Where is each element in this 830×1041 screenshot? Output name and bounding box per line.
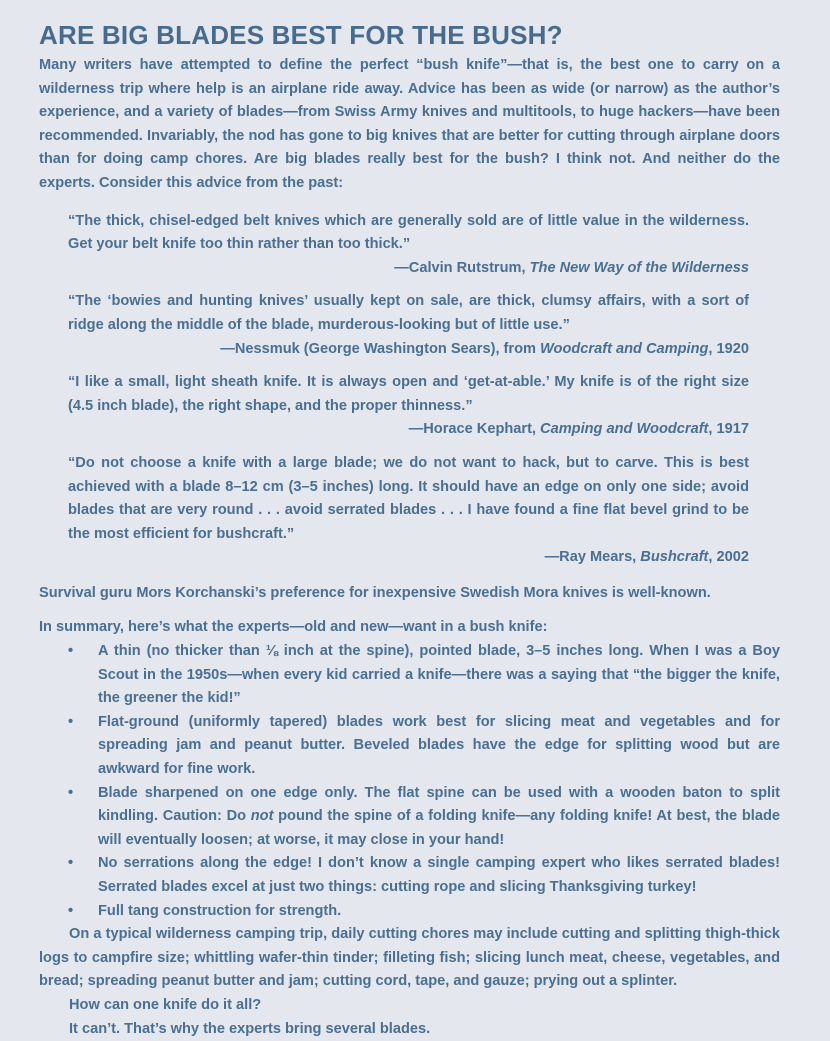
quote-author: —Nessmuk (George Washington Sears), from [220, 340, 541, 357]
list-item-text-tail: pound the spine of a folding knife—any folding knife! At best, the blade will eventually loosen; at worse, it may close in your hand! [98, 808, 780, 848]
page-title: ARE BIG BLADES BEST FOR THE BUSH? [39, 20, 563, 50]
quote-author: —Calvin Rutstrum, [394, 259, 530, 276]
bullet-icon: • [68, 713, 74, 730]
list-item-text: A thin (no thicker than ⅛ inch at the spine), pointed blade, 3–5 inches long. When I was a Boy Scout in the 1950s—when every kid carried a knife—there was a saying that “the bigger the knife, the greener the kid!” [98, 643, 780, 707]
list-item-emphasis: not [250, 808, 274, 825]
quote-year: , 2002 [708, 549, 749, 566]
list-item-text: Flat-ground (uniformly tapered) blades work best for slicing meat and vegetables and for spreading jam and peanut butter. Beveled blades have the edge for splitting wood but are awkward for fine work. [98, 713, 780, 778]
closing-question: How can one knife do it all? [69, 996, 262, 1013]
quote [68, 210, 749, 281]
quote-text: “I like a small, light sheath knife. It is always open and ‘get-at-able.’ My knife is of the right size (4.5 inch blade), the right shape, and the proper thinness.” [68, 374, 749, 414]
bullet-icon: • [68, 643, 74, 660]
quote-text: “The thick, chisel-edged belt knives which are generally sold are of little value in the wilderness. Get your belt knife too thin rather than too thick.” [68, 212, 749, 253]
intro-paragraph: Many writers have attempted to define the perfect “bush knife”—that is, the best one to carry on a wilderness trip where help is an airplane ride away. Advice has been as wide (or narrow) as the author’s experience, and a variety of blades—from Swiss Army knives and multitools, to huge hackers—have been recommended. Invariably, the nod has gone to big knives that are better for cutting through airplane doors than for doing camp chores. Are big blades really best for the bush? I think not. And neither do the experts. Consider this advice from the past: [39, 57, 780, 191]
list-item-text: Blade sharpened on one edge only. The flat spine can be used with a wooden baton to split kindling. Caution: Do [98, 784, 780, 825]
quote-attribution [68, 546, 749, 570]
quotes-block [68, 210, 749, 570]
quote [68, 371, 749, 442]
list-item [39, 711, 780, 782]
quote-work: Bushcraft [640, 549, 709, 566]
list-item [39, 852, 780, 899]
summary-lead: In summary, here’s what the experts—old and new—want in a bush knife: [39, 619, 548, 636]
bullet-icon: • [68, 902, 74, 919]
quote-work: Camping and Woodcraft [540, 421, 709, 438]
list-item [39, 900, 780, 924]
quote-attribution [68, 257, 749, 281]
closing-answer: It can’t. That’s why the experts bring several blades. [69, 1020, 431, 1037]
bullet-list [39, 640, 780, 923]
quote [68, 290, 749, 361]
quote [68, 452, 749, 570]
quote-work: Woodcraft and Camping [540, 340, 709, 357]
closing-paragraph: On a typical wilderness camping trip, daily cutting chores may include cutting and splitting thigh-thick logs to campfire size; whittling wafer-thin tinder; filleting fish; slicing lunch meat, cheese, vegetables, and bread; spreading peanut butter and jam; cutting cord, tape, and gauze; prying out a splinter. [39, 926, 780, 990]
quote-work: The New Way of the Wilderness [529, 259, 749, 276]
bullet-icon: • [68, 855, 74, 872]
quote-author: —Ray Mears, [544, 549, 641, 566]
quote-text: “Do not choose a knife with a large blade; we do not want to hack, but to carve. This is best achieved with a blade 8–12 cm (3–5 inches) long. It should have an edge on only one side; avoid blades that are very round . . . avoid serrated blades . . . I have found a fine flat bevel grind to be the most efficient for bushcraft.” [68, 454, 749, 542]
list-item [39, 640, 780, 711]
list-item-text: No serrations along the edge! I don’t know a single camping expert who likes serrated blades! Serrated blades excel at just two things: cutting rope and slicing Thanksgiving turkey! [98, 855, 780, 895]
quote-attribution [68, 338, 749, 362]
list-item [39, 782, 780, 853]
quote-author: —Horace Kephart, [408, 421, 541, 438]
list-item-text: Full tang construction for strength. [98, 902, 342, 919]
quote-attribution [68, 418, 749, 442]
bullet-icon: • [68, 784, 74, 801]
quote-year: , 1917 [708, 421, 749, 438]
quote-text: “The ‘bowies and hunting knives’ usually kept on sale, are thick, clumsy affairs, with a sort of ridge along the middle of the blade, murderous-looking but of little use.” [68, 293, 749, 333]
mors-paragraph: Survival guru Mors Korchanski’s preference for inexpensive Swedish Mora knives is well-known. [39, 584, 711, 601]
quote-year: , 1920 [708, 340, 749, 357]
